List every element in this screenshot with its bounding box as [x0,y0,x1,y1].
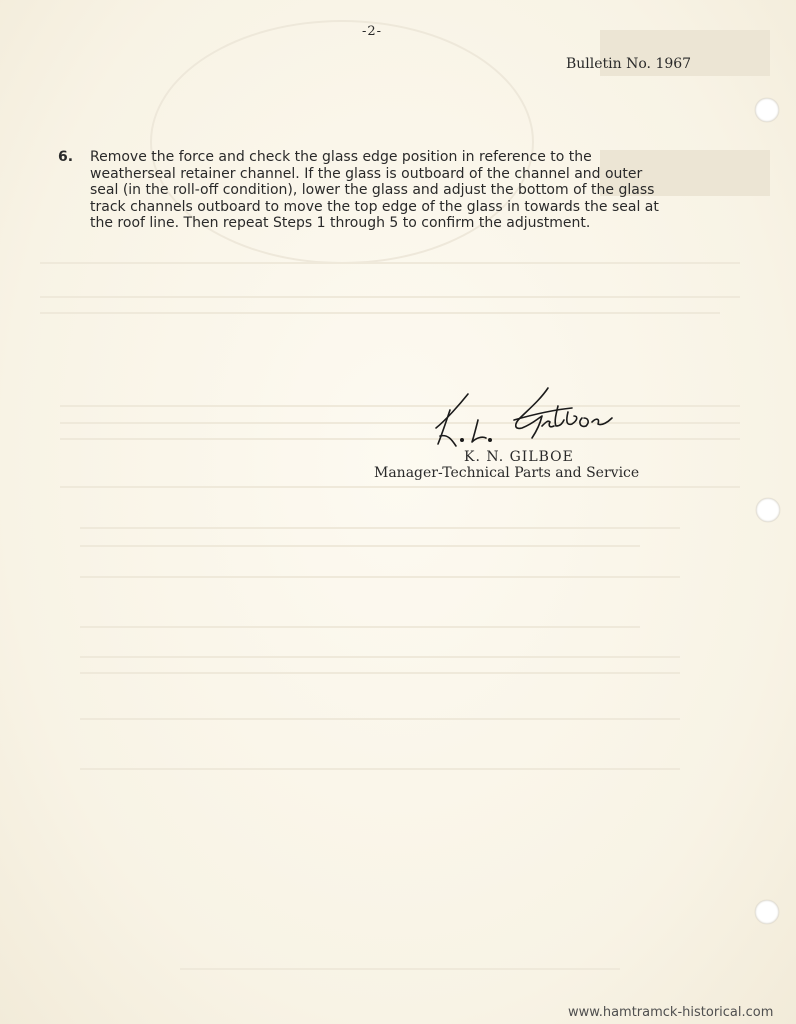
bleed-through-line [80,768,680,770]
instruction-step [58,149,668,232]
bleed-through-line [80,545,640,547]
bleed-through-line [60,422,740,424]
signer-title: Manager-Technical Parts and Service [374,465,640,481]
bleed-through-line [80,672,680,674]
bleed-through-line [40,262,740,264]
bleed-through-line [80,626,640,628]
bleed-through-line [80,656,680,658]
bleed-through-line [80,718,680,720]
page-number: -2- [362,24,383,39]
bleed-through-line [60,405,740,407]
bleed-through-line [180,968,620,970]
handwritten-signature [432,380,622,452]
bleed-through-line [60,438,740,440]
step-text: Remove the force and check the glass edge position in reference to the weatherseal retainer channel. If the glass is outboard of the channel and outer seal (in the roll-off condition), lower the glass and adjust the bottom of the glass track channels outboard to move the top edge of the glass in towards the seal at the roof line. Then repeat Steps 1 through 5 to confirm the adjustment. [90,149,659,232]
step-number: 6. [58,149,74,165]
bleed-through-line [40,312,720,314]
bleed-through-line [60,486,740,488]
bleed-through-line [80,527,680,529]
signer-name: K. N. GILBOE [464,449,574,465]
bulletin-number: Bulletin No. 1967 [566,56,692,72]
bleed-through-line [80,576,680,578]
binder-hole [755,98,779,122]
binder-hole [756,498,780,522]
bleed-through-line [40,296,740,298]
site-watermark: www.hamtramck-historical.com [568,1005,774,1020]
binder-hole [755,900,779,924]
